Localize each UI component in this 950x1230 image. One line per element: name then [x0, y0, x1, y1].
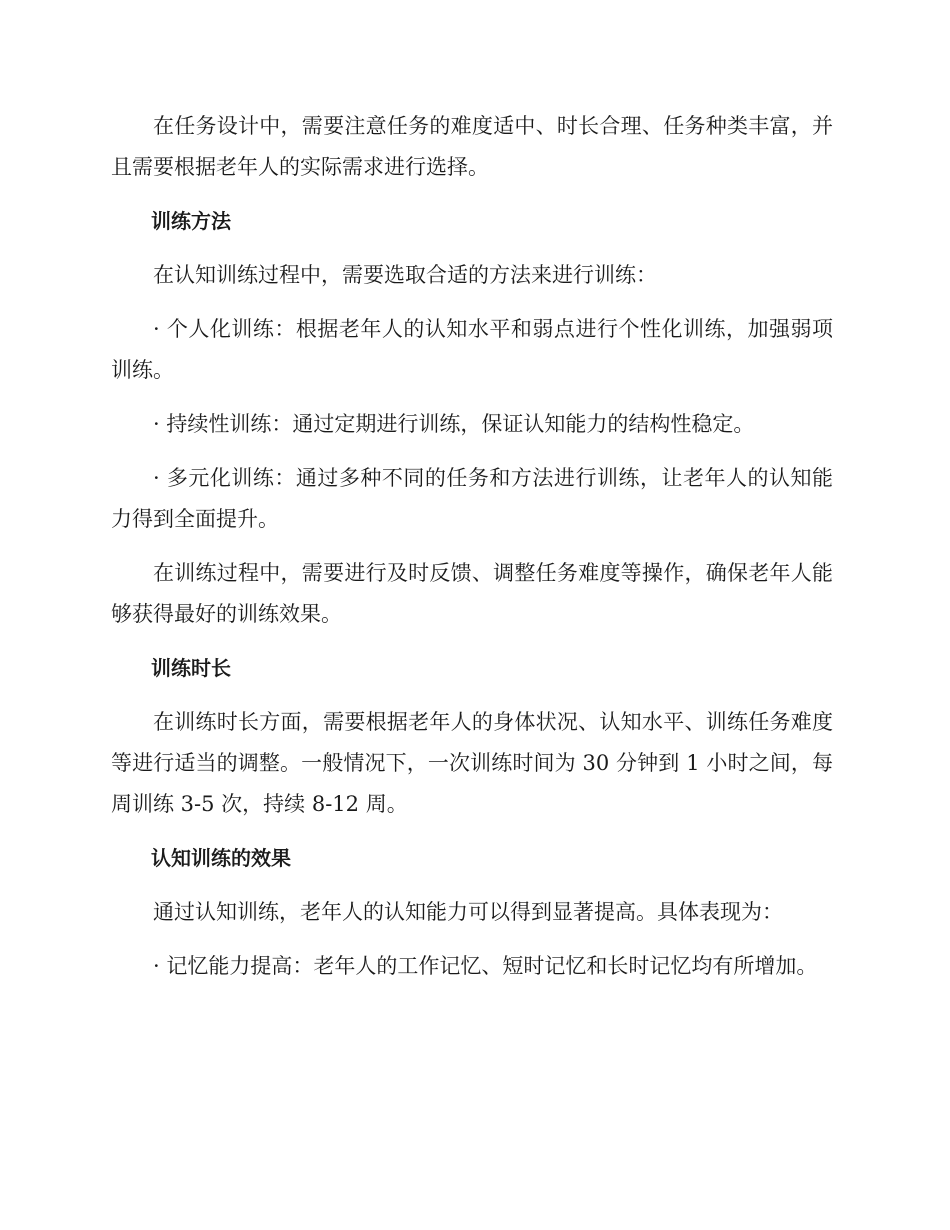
list-item-memory-improvement: · 记忆能力提高：老年人的工作记忆、短时记忆和长时记忆均有所增加。 — [153, 954, 818, 978]
list-item-personalized-training: · 个人化训练：根据老年人的认知水平和弱点进行个性化训练，加强弱项训练。 — [111, 317, 833, 382]
list-item-continuous-training: · 持续性训练：通过定期进行训练，保证认知能力的结构性稳定。 — [153, 412, 755, 436]
paragraph-feedback: 在训练过程中，需要进行及时反馈、调整任务难度等操作，确保老年人能够获得最好的训练效果。 — [111, 561, 833, 626]
list-item-diversified-training: · 多元化训练：通过多种不同的任务和方法进行训练，让老年人的认知能力得到全面提升。 — [111, 466, 833, 531]
heading-training-methods: 训练方法 — [151, 209, 231, 233]
heading-training-effects: 认知训练的效果 — [151, 846, 291, 870]
paragraph-task-design: 在任务设计中，需要注意任务的难度适中、时长合理、任务种类丰富，并且需要根据老年人的实际需求进行选择。 — [111, 114, 833, 179]
heading-training-duration: 训练时长 — [151, 656, 231, 680]
paragraph-methods-intro: 在认知训练过程中，需要选取合适的方法来进行训练： — [153, 263, 657, 287]
paragraph-effects-intro: 通过认知训练，老年人的认知能力可以得到显著提高。具体表现为： — [153, 900, 783, 924]
paragraph-duration: 在训练时长方面，需要根据老年人的身体状况、认知水平、训练任务难度等进行适当的调整。一般情况下，一次训练时间为 30 分钟到 1 小时之间，每周训练 3-5 次，持续 8-12 周。 — [111, 710, 833, 816]
document-body — [111, 106, 833, 1000]
